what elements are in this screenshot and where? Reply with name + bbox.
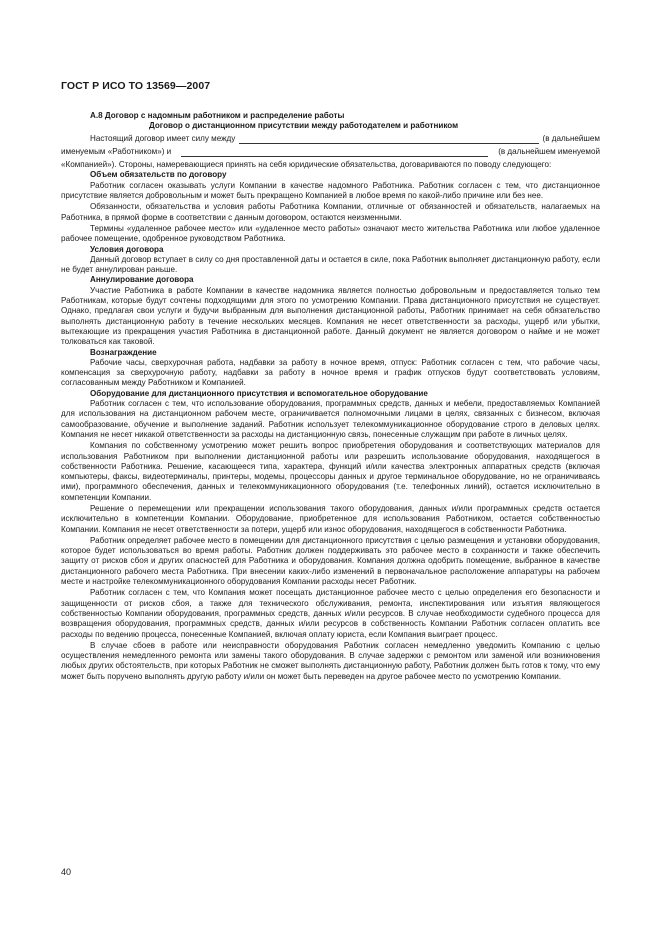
appendix-title: А.8 Договор с надомным работником и распределение работы — [90, 111, 345, 120]
paragraph: Работник согласен с тем, что Компания может посещать дистанционное рабочее место с целью определения его безопасности и защищенности от рисков сбоя, а также для технического обслуживания, ремонта, инспектирования или изъятия являющегося собственностью Компании оборудования, программных средств, данных и/или ресурсов. В случае необходимости судебного процесса для возвращения оборудования, программных средств, данных и/или ресурсов в собственность Компании Работник согласен оплатить все расходы по ведению процесса, понесенные Компанией, включая оплату юриста, если Компания выиграет процесс. — [61, 588, 600, 639]
employee-name-blank[interactable] — [239, 136, 538, 144]
section-heading-equipment: Оборудование для дистанционного присутствия и вспомогательное оборудование — [90, 388, 428, 398]
intro-line-1-end: (в дальнейшем — [542, 133, 600, 143]
page-number: 40 — [61, 867, 72, 877]
section-heading-scope: Объем обязательств по договору — [90, 170, 227, 180]
intro-line-2-start: именуемым «Работником») и — [61, 146, 172, 156]
paragraph: Термины «удаленное рабочее место» или «удаленное место работы» означают место жительства Работника или любое удаленное рабочее помещение, одобренное руководством Работника. — [61, 223, 600, 244]
paragraph: Работник определяет рабочее место в помещении для дистанционного присутствия с целью размещения и установки оборудования, которое будет использоваться во время работы. Работник должен поддерживать это рабочее место в сохранности и также обеспечить защиту от рисков сбоя и других опасностей для Работника и оборудования. Компания должна одобрить помещение, выбранное в качестве дистанционного рабочего места Работника. При внесении каких-либо изменений в первоначальное расположение аппаратуры на рабочем месте и настройке телекоммуникационного оборудования Компании расходы несет Работник. — [61, 535, 600, 587]
intro-line-2-end: (в дальнейшем именуемой — [498, 146, 600, 156]
document-body — [61, 111, 600, 682]
paragraph: Работник согласен оказывать услуги Компании в качестве надомного Работника. Работник согласен с тем, что дистанционное присутствие является добровольным и может быть прекращено Компанией в любое время по какой-либо причине или без нее. — [61, 180, 600, 201]
section-heading-pay: Вознаграждение — [90, 347, 157, 357]
intro-line-1-start: Настоящий договор имеет силу между — [90, 133, 236, 143]
company-name-blank[interactable] — [181, 149, 488, 157]
paragraph: Компания по собственному усмотрению может решить вопрос приобретения оборудования и соответствующих материалов для использования Работником при выполнении дистанционной работы или разрешить использование оборудования, находящегося в собственности Работника. Решение, касающееся типа, характера, функций и/или качества электронных аппаратных средств (включая компьютеры, факсы, видеотерминалы, принтеры, модемы, процессоры данных и другое терминальное оборудование, но не ограничиваясь ими), программного обеспечения, данных и телекоммуникационного оборудования (т.е. телефонных линий), остается исключительно в компетенции Компании. — [61, 441, 600, 502]
paragraph: Участие Работника в работе Компании в качестве надомника является полностью добровольным и предоставляется только тем Работникам, которые будут сочтены подходящими для этого по усмотрению Компании. Права дистанционного присутствия не существует. Однако, предлагая свои услуги и будучи выбранным для выполнения дистанционной работы, Работник принимает на себя обязательство выполнять дистанционную работу в течение нескольких месяцев. Компания не несет ответственности за расходы, ущерб или убытки, вытекающие из прекращения участия Работника в дистанционной работе. Данный документ не является договором о найме и не может толковаться как таковой. — [61, 285, 600, 347]
paragraph: Данный договор вступает в силу со дня проставленной даты и остается в силе, пока Работник выполняет дистанционную работу, если не будет аннулирован раньше. — [61, 254, 600, 275]
intro-line-3: «Компанией»). Стороны, намеревающиеся принять на себя юридические обязательства, договариваются по поводу следующего: — [61, 160, 552, 170]
page-header: ГОСТ Р ИСО ТО 13569—2007 — [61, 80, 211, 92]
paragraph: Рабочие часы, сверхурочная работа, надбавки за работу в ночное время, отпуск: Работник согласен с тем, что рабочие часы, компенсация за сверхурочную работу, надбавки за работу в ночное время и график отпусков будут соответствовать условиям, согласованным между Работником и Компанией. — [61, 357, 600, 388]
paragraph: Обязанности, обязательства и условия работы Работника Компании, отличные от обязанностей и обязательств, налагаемых на Работника, в прямой форме в соответствии с данным договором, остаются неизменными. — [61, 202, 600, 222]
section-heading-cancel: Аннулирование договора — [90, 275, 194, 285]
paragraph: В случае сбоев в работе или неисправности оборудования Работник согласен немедленно уведомить Компанию с целью осуществления немедленного ремонта или замены такого оборудования. В случае задержки с ремонтом или заменой или возникновения любых других обстоятельств, при которых Работник не сможет выполнять дистанционную работу, Работник должен быть готов к тому, что ему может быть поручено выполнять другую работу и/или он может быть переведен на другое рабочее место по усмотрению Компании. — [61, 640, 600, 681]
paragraph: Работник согласен с тем, что использование оборудования, программных средств, данных и мебели, предоставляемых Компанией для использования на дистанционном рабочем месте, ограничивается полномочными лицами в целях, связанных с бизнесом, включая самообразование, обучение и выполнение заданий. Работник использует телекоммуникационное оборудование строго в деловых целях. Компания не несет никакой ответственности за расходы на дистанционную связь, понесенные служащим при работе в личных целях. — [61, 399, 600, 439]
section-heading-terms: Условия договора — [90, 244, 164, 254]
intro-line-2 — [61, 147, 600, 157]
paragraph: Решение о перемещении или прекращении использования такого оборудования, данных и/или программных средств остается исключительно в компетенции Компании. Оборудование, приобретенное для использования Работником, остается собственностью Компании. Компания не несет ответственности за потери, ущерб или износ оборудования, находящегося в собственности Работника. — [61, 503, 600, 534]
intro-line-1 — [61, 134, 600, 144]
contract-title: Договор о дистанционном присутствии между работодателем и работником — [149, 121, 459, 131]
